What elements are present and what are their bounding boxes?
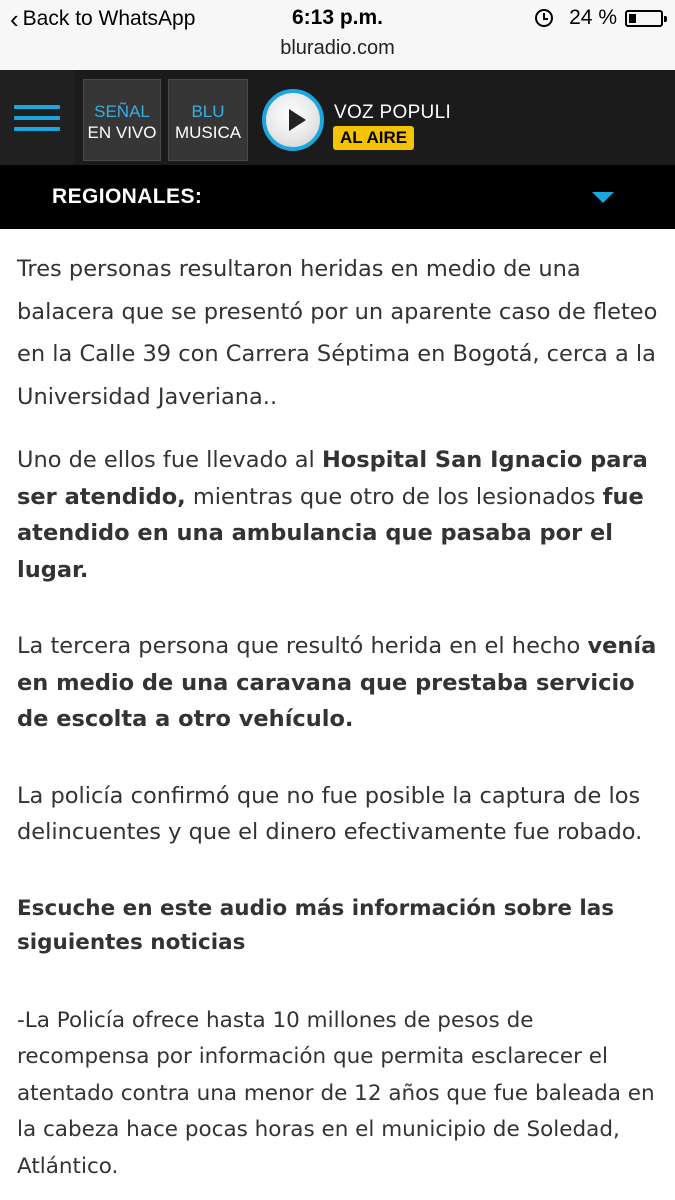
- play-icon: [289, 109, 306, 131]
- on-air-badge: AL AIRE: [333, 126, 414, 150]
- article-paragraph: La tercera persona que resultó herida en el hecho venía en medio de una caravana que prestaba servicio de escolta a otro vehículo.: [17, 633, 657, 732]
- menu-button[interactable]: [0, 70, 75, 165]
- play-button[interactable]: [262, 89, 324, 151]
- status-bar: [0, 0, 675, 70]
- alarm-icon: [535, 9, 553, 27]
- battery-icon: [625, 10, 663, 27]
- blu-musica-button[interactable]: [168, 79, 248, 161]
- chevron-left-icon: ‹: [10, 4, 19, 34]
- article-subheading: Escuche en este audio más información sobre las siguientes noticias: [17, 895, 615, 955]
- senal-en-vivo-button[interactable]: [83, 79, 161, 161]
- section-dropdown[interactable]: [0, 165, 675, 229]
- tile-label-top: BLU: [191, 102, 225, 121]
- article-paragraph: -La Policía ofrece hasta 10 millones de pesos de recompensa por información que permita esclarecer el atentado contra una menor de 12 años que fue baleada en la cabeza hace pocas horas en el municipio de Soledad, Atlántico.: [17, 1007, 655, 1179]
- article-paragraph: Tres personas resultaron heridas en medio de una balacera que se presentó por un aparente caso de fleteo en la Calle 39 con Carrera Séptima en Bogotá, cerca a la Universidad Javeriana..: [17, 256, 658, 410]
- article-paragraph: Uno de ellos fue llevado al Hospital San Ignacio para ser atendido, mientras que otro de los lesionados fue atendido en una ambulancia que pasaba por el lugar.: [17, 447, 648, 583]
- status-time: 6:13 p.m.: [291, 6, 384, 29]
- tile-label-top: SEÑAL: [94, 102, 150, 121]
- back-label: Back to WhatsApp: [22, 7, 196, 30]
- battery-fill: [629, 14, 636, 23]
- bold-text: Hospital San Ignacio para ser atendido,: [17, 447, 648, 510]
- section-label: REGIONALES:: [52, 185, 203, 208]
- battery-percent: 24 %: [569, 6, 617, 29]
- tile-label-bottom: MUSICA: [174, 123, 242, 142]
- article-body: [17, 248, 665, 1185]
- tile-label-bottom: EN VIVO: [87, 123, 157, 142]
- site-header: [0, 70, 675, 165]
- hamburger-icon: [14, 105, 60, 138]
- caret-down-icon[interactable]: [592, 192, 614, 203]
- bold-text: fue atendido en una ambulancia que pasaba por el lugar.: [17, 483, 644, 583]
- article-paragraph: La policía confirmó que no fue posible la captura de los delincuentes y que el dinero efectivamente fue robado.: [17, 782, 643, 845]
- bold-text: venía en medio de una caravana que prestaba servicio de escolta a otro vehículo.: [17, 633, 657, 732]
- station-name: VOZ POPULI: [334, 102, 452, 123]
- address-url[interactable]: bluradio.com: [280, 37, 395, 59]
- status-indicators: [535, 6, 663, 30]
